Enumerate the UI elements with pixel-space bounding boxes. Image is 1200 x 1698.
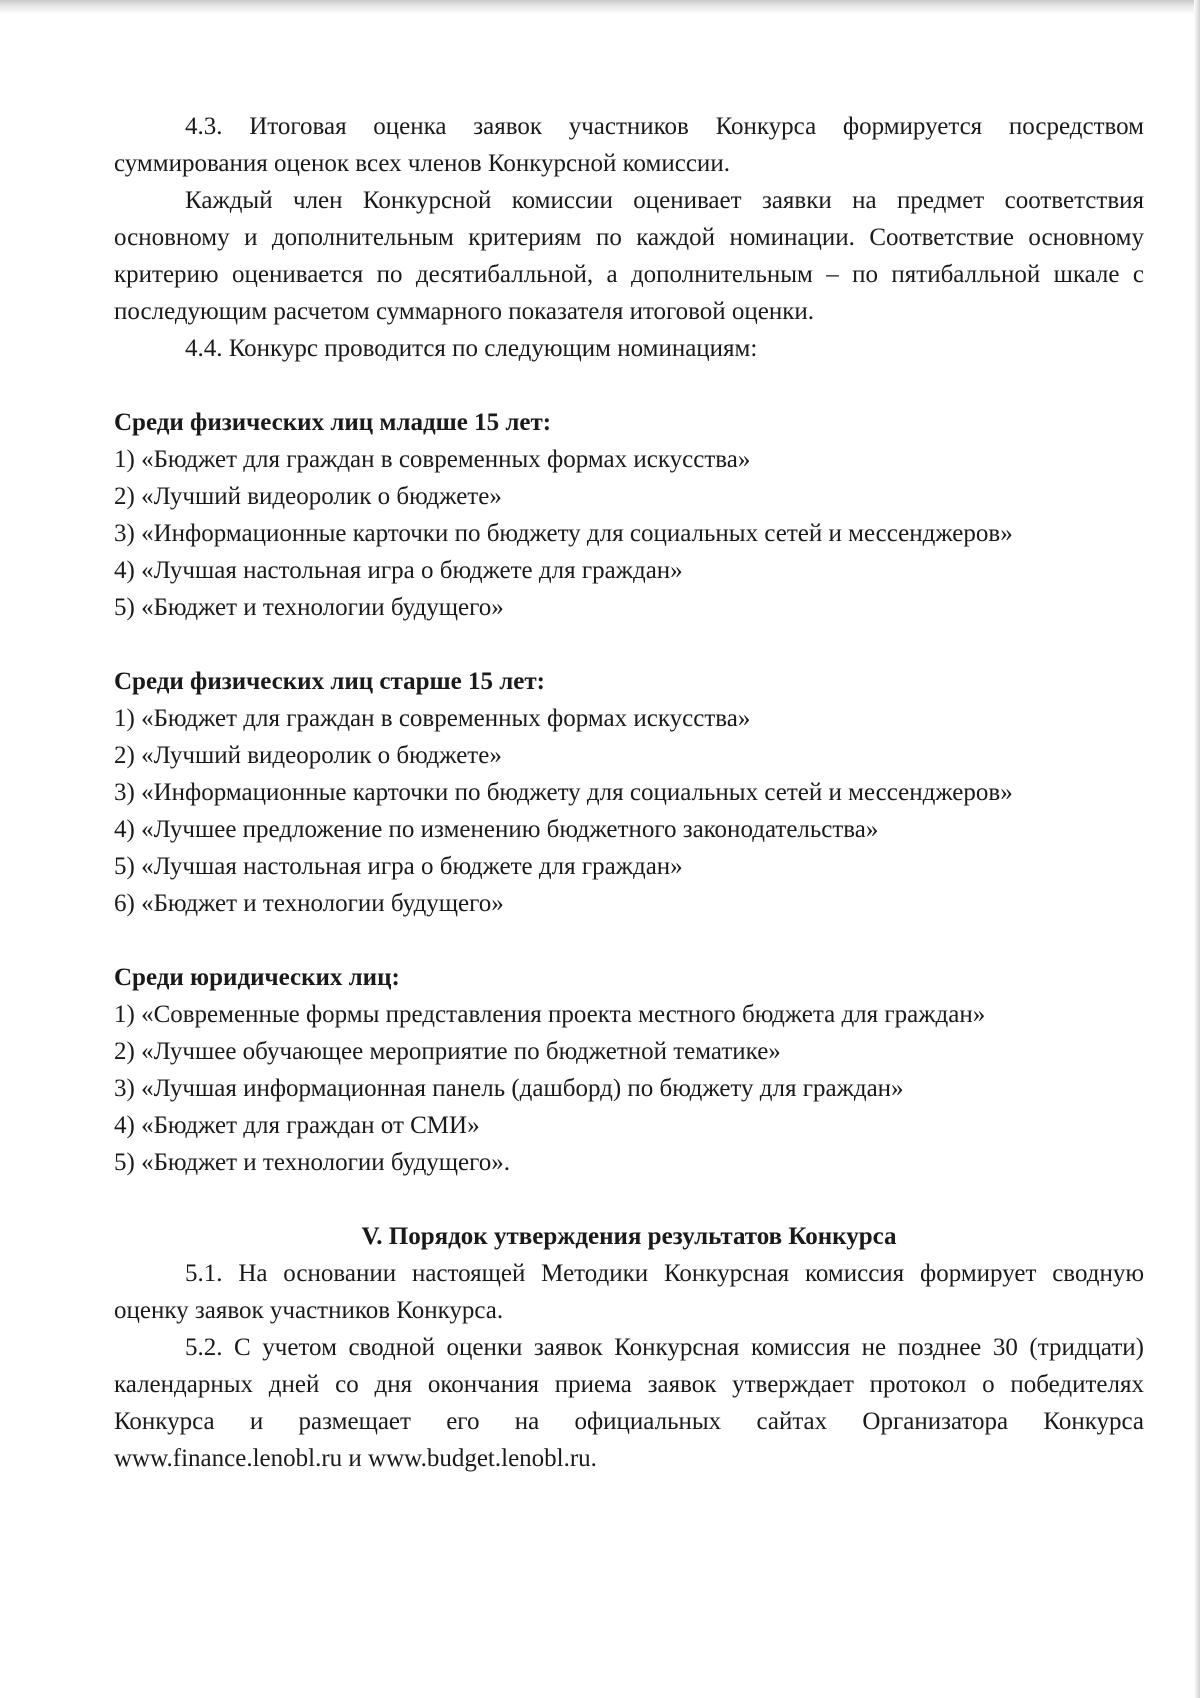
list-item: 3) «Информационные карточки по бюджету для социальных сетей и мессенджеров» [114,520,1013,547]
list-item: 5) «Лучшая настольная игра о бюджете для граждан» [114,853,683,880]
paragraph-4-4: 4.4. Конкурс проводится по следующим номинациям: [185,335,758,362]
paragraph-5-2: 5.2. С учетом сводной оценки заявок Конкурсная комиссия не позднее 30 (тридцати) календарных дней со дня окончания приема заявок утверждает протокол о победителях Конкурса и размещает его на официальных сайтах Организатора Конкурса www.finance.lenobl.ru и www.budget.lenobl.ru. [114,1334,1144,1472]
list-item: 4) «Лучшая настольная игра о бюджете для граждан» [114,557,683,584]
list-item: 5) «Бюджет и технологии будущего». [114,1149,511,1176]
nomination-group-over-15 [114,663,1144,922]
paragraph-4-3: 4.3. Итоговая оценка заявок участников Конкурса формируется посредством суммирования оценок всех членов Конкурсной комиссии. [114,113,1144,177]
nomination-list-legal-entities [114,996,1144,1181]
paragraph-4-3-criteria: Каждый член Конкурсной комиссии оценивает заявки на предмет соответствия основному и дополнительным критериям по каждой номинации. Соответствие основному критерию оценивается по десятибалльной, а дополнительным – по пятибалльной шкале с последующим расчетом суммарного показателя итоговой оценки. [114,187,1144,325]
scan-top-edge [0,0,1200,14]
document-page [114,108,1144,1477]
list-item: 4) «Лучшее предложение по изменению бюджетного законодательства» [114,816,879,843]
list-item: 2) «Лучший видеоролик о бюджете» [114,483,502,510]
list-item: 6) «Бюджет и технологии будущего» [114,890,504,917]
list-item: 2) «Лучшее обучающее мероприятие по бюджетной тематике» [114,1038,781,1065]
paragraph-5-1: 5.1. На основании настоящей Методики Конкурсная комиссия формирует сводную оценку заявок участников Конкурса. [114,1260,1144,1324]
list-item: 1) «Современные формы представления проекта местного бюджета для граждан» [114,1001,986,1028]
nomination-group-under-15 [114,404,1144,626]
group-heading-over-15: Среди физических лиц старше 15 лет: [114,668,545,695]
scan-right-edge [1194,0,1200,1698]
nomination-list-under-15 [114,441,1144,626]
list-item: 3) «Информационные карточки по бюджету для социальных сетей и мессенджеров» [114,779,1013,806]
section-5-title: V. Порядок утверждения результатов Конкурса [361,1223,897,1250]
list-item: 1) «Бюджет для граждан в современных формах искусства» [114,446,751,473]
nomination-list-over-15 [114,700,1144,922]
list-item: 2) «Лучший видеоролик о бюджете» [114,742,502,769]
nomination-group-legal-entities [114,959,1144,1181]
list-item: 5) «Бюджет и технологии будущего» [114,594,504,621]
list-item: 4) «Бюджет для граждан от СМИ» [114,1112,480,1139]
list-item: 3) «Лучшая информационная панель (дашборд) по бюджету для граждан» [114,1075,904,1102]
list-item: 1) «Бюджет для граждан в современных формах искусства» [114,705,751,732]
group-heading-under-15: Среди физических лиц младше 15 лет: [114,409,552,436]
group-heading-legal-entities: Среди юридических лиц: [114,964,400,991]
